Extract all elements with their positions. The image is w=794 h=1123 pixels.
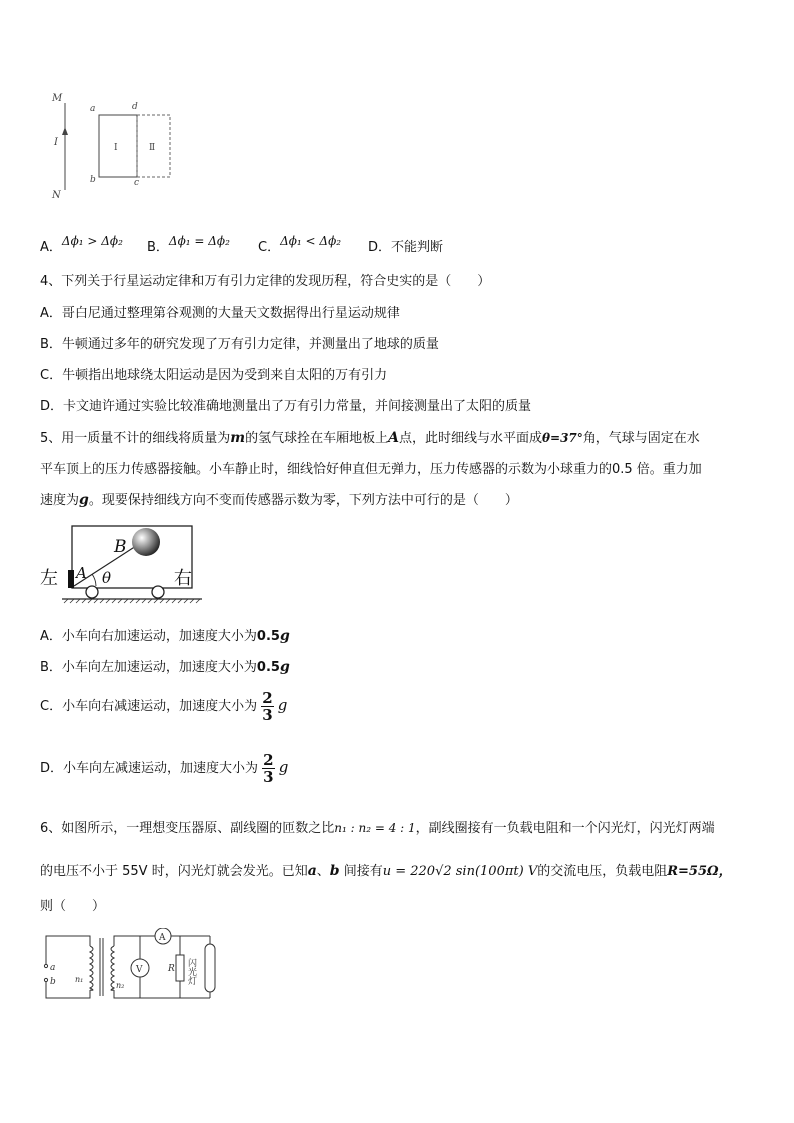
q5-option-b[interactable]: B．小车向左加速运动，加速度大小为0.5g [40,659,290,675]
wheel-right [152,586,164,598]
label-c: c [134,178,140,188]
terminal-a [44,964,47,967]
q4-option-c[interactable]: C．牛顿指出地球绕太阳运动是因为受到来自太阳的万有引力 [40,368,388,383]
label-voltmeter: V [136,965,143,975]
secondary-bottom-wire [114,990,210,998]
q3-option-d-text: 不能判断 [391,240,444,255]
label-point-a: A [76,564,87,582]
wheel-left [86,586,98,598]
label-resistor: R [168,964,175,974]
label-balloon-b: B [114,537,127,557]
q5-stem-line-3: 速度为g。现要保持细线方向不变而传感器示数为零，下列方法中可行的是（ ） [40,492,518,508]
q5-stem-line-1: 5、用一质量不计的细线将质量为m的氢气球拴在车厢地板上A点，此时细线与水平面成θ=37°角，气球与固定在水 [40,430,700,446]
label-d: d [132,102,138,112]
label-a: a [50,963,56,973]
current-arrow-icon [62,127,68,135]
q6-stem-line-2: 的电压不小于 55V 时，闪光灯就会发光。已知a、b 间接有u = 220√2 sin(100πt) V的交流电压，负载电阻R=55Ω， [40,863,732,879]
sensor-block [68,570,74,588]
angle-arc [92,574,96,586]
figure-cart-balloon [40,520,210,608]
primary-coil [90,946,93,990]
q4-option-b[interactable]: B．牛顿通过多年的研究发现了万有引力定律，并测量出了地球的质量 [40,337,439,352]
q3-option-c[interactable]: C．Δϕ₁ < Δϕ₂ [258,234,342,255]
flash-lamp-icon [205,944,215,992]
secondary-coil [111,946,114,990]
figure-wire-loop [40,85,190,205]
secondary-top-wire [114,936,155,946]
q5-option-c[interactable]: C．小车向右减速运动，加速度大小为 $\frac{2}{3}$ g [40,689,288,724]
label-m: M [52,93,63,104]
q3-option-c-expr: Δϕ₁ < Δϕ₂ [280,234,342,248]
balloon [132,528,160,556]
label-n1: n₁ [75,975,84,984]
label-b: b [90,175,96,185]
q6-stem-line-3: 则（ ） [40,899,106,914]
label-theta: θ [102,569,112,587]
q5-option-d[interactable]: D．小车向左减速运动，加速度大小为 $\frac{2}{3}$ g [40,751,289,786]
q3-option-a[interactable]: A．Δϕ₁ > Δϕ₂ [40,234,123,255]
q4-option-a[interactable]: A．哥白尼通过整理第谷观测的大量天文数据得出行星运动规律 [40,306,400,321]
resistor-icon [176,955,184,981]
label-ammeter: A [159,933,166,943]
terminal-b [44,978,47,981]
label-flash-lamp: 闪光灯 [186,958,196,985]
primary-wire [46,936,90,966]
q3-option-a-expr: Δϕ₁ > Δϕ₂ [61,234,123,248]
label-a: a [90,104,96,114]
fraction-two-thirds: $\frac{2}{3}$ [263,751,274,786]
q4-stem: 4、下列关于行星运动定律和万有引力定律的发现历程，符合史实的是（ ） [40,274,491,289]
q6-stem-line-1: 6、如图所示，一理想变压器原、副线圈的匝数之比n₁ : n₂ = 4 : 1，副线圈接有一负载电阻和一个闪光灯，闪光灯两端 [40,821,715,836]
q5-option-a[interactable]: A．小车向右加速运动，加速度大小为0.5g [40,628,290,644]
region-1-box [99,115,137,177]
q3-option-b-expr: Δϕ₁ = Δϕ₂ [168,234,230,248]
q4-option-d[interactable]: D．卡文迪许通过实验比较准确地测量出了万有引力常量，并间接测量出了太阳的质量 [40,399,532,414]
fraction-two-thirds: $\frac{2}{3}$ [262,689,273,724]
label-region-2: Ⅱ [149,143,156,153]
label-n2: n₂ [116,981,125,990]
label-i: I [54,137,58,148]
q3-option-d[interactable]: D．不能判断 [368,240,444,255]
q3-option-b[interactable]: B．Δϕ₁ = Δϕ₂ [147,234,230,255]
label-region-1: Ⅰ [114,143,118,153]
label-right: 右 [174,568,192,589]
label-n: N [52,190,61,201]
label-left: 左 [40,568,58,589]
q5-stem-line-2: 平车顶上的压力传感器接触。小车静止时，细线恰好伸直但无弹力，压力传感器的示数为小球重力的0.5 倍。重力加 [40,462,702,477]
figure-transformer-circuit [40,928,225,1008]
label-b: b [50,977,56,987]
